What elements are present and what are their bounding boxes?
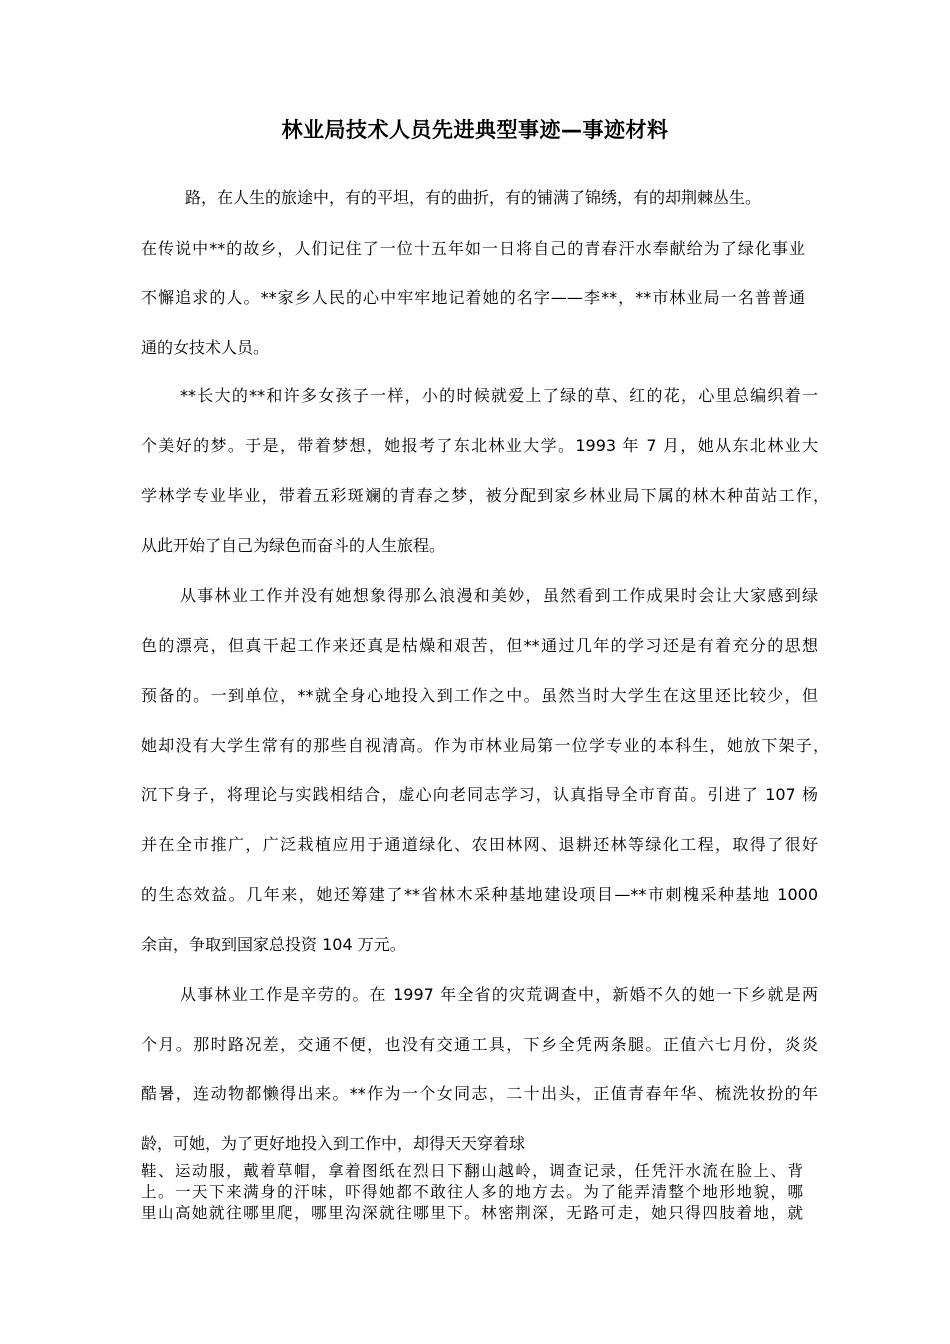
body-text-line: 从此开始了自己为绿色而奋斗的人生旅程。: [141, 536, 446, 555]
body-text-line: 的生态效益。几年来，她还筹建了**省林木采种基地建设项目—**市刺槐采种基地 1000: [141, 885, 818, 904]
body-text-line: 从事林业工作并没有她想象得那么浪漫和美妙，虽然看到工作成果时会让大家感到绿: [180, 586, 818, 605]
body-text-line: 路，在人生的旅途中，有的平坦，有的曲折，有的铺满了锦绣，有的却荆棘丛生。: [185, 188, 762, 207]
body-text-line: 通的女技术人员。: [141, 338, 270, 357]
body-text-line: 酷暑，连动物都懒得出来。**作为一个女同志，二十出头，正值青春年华、梳洗妆扮的年: [141, 1084, 818, 1103]
body-text-line: 学林学专业毕业，带着五彩斑斓的青春之梦，被分配到家乡林业局下属的林木种苗站工作，: [141, 486, 829, 505]
body-text-line: 从事林业工作是辛劳的。在 1997 年全省的灾荒调查中，新婚不久的她一下乡就是两: [180, 985, 818, 1004]
body-text-line: 里山高她就往哪里爬，哪里沟深就往哪里下。林密荆深，无路可走，她只得四肢着地，就: [141, 1204, 803, 1222]
body-text-line: 龄，可她，为了更好地投入到工作中，却得天天穿着球: [141, 1134, 526, 1153]
body-text-line: 并在全市推广，广泛栽植应用于通道绿化、农田林网、退耕还林等绿化工程，取得了很好: [141, 835, 818, 854]
body-text-line: 个月。那时路况差，交通不便，也没有交通工具，下乡全凭两条腿。正值六七月份，炎炎: [141, 1035, 818, 1054]
body-text-line: 预备的。一到单位，**就全身心地投入到工作之中。虽然当时大学生在这里还比较少，但: [141, 686, 818, 705]
body-text-line: 鞋、运动服，戴着草帽，拿着图纸在烈日下翻山越岭，调查记录，任凭汗水流在脸上、背: [141, 1162, 803, 1180]
body-text-line: 她却没有大学生常有的那些自视清高。作为市林业局第一位学专业的本科生，她放下架子，: [141, 736, 829, 755]
body-text-line: **长大的**和许多女孩子一样，小的时候就爱上了绿的草、红的花，心里总编织着一: [180, 386, 818, 405]
body-text-line: 上。一天下来满身的汗味，吓得她都不敢往人多的地方去。为了能弄清整个地形地貌，哪: [141, 1183, 803, 1201]
body-text-line: 余亩，争取到国家总投资 104 万元。: [141, 935, 406, 954]
document-title: 林业局技术人员先进典型事迹—事迹材料: [281, 118, 669, 142]
body-text-line: 个美好的梦。于是，带着梦想，她报考了东北林业大学。1993 年 7 月，她从东北林业大: [141, 436, 818, 455]
body-text-line: 沉下身子，将理论与实践相结合，虚心向老同志学习，认真指导全市育苗。引进了 107 杨: [141, 785, 818, 804]
body-text-line: 不懈追求的人。**家乡人民的心中牢牢地记着她的名字——李**，**市林业局一名普普通: [141, 288, 805, 307]
body-text-line: 色的漂亮，但真干起工作来还真是枯燥和艰苦，但**通过几年的学习还是有着充分的思想: [141, 636, 818, 655]
body-text-line: 在传说中**的故乡，人们记住了一位十五年如一日将自己的青春汗水奉献给为了绿化事业: [141, 239, 805, 258]
